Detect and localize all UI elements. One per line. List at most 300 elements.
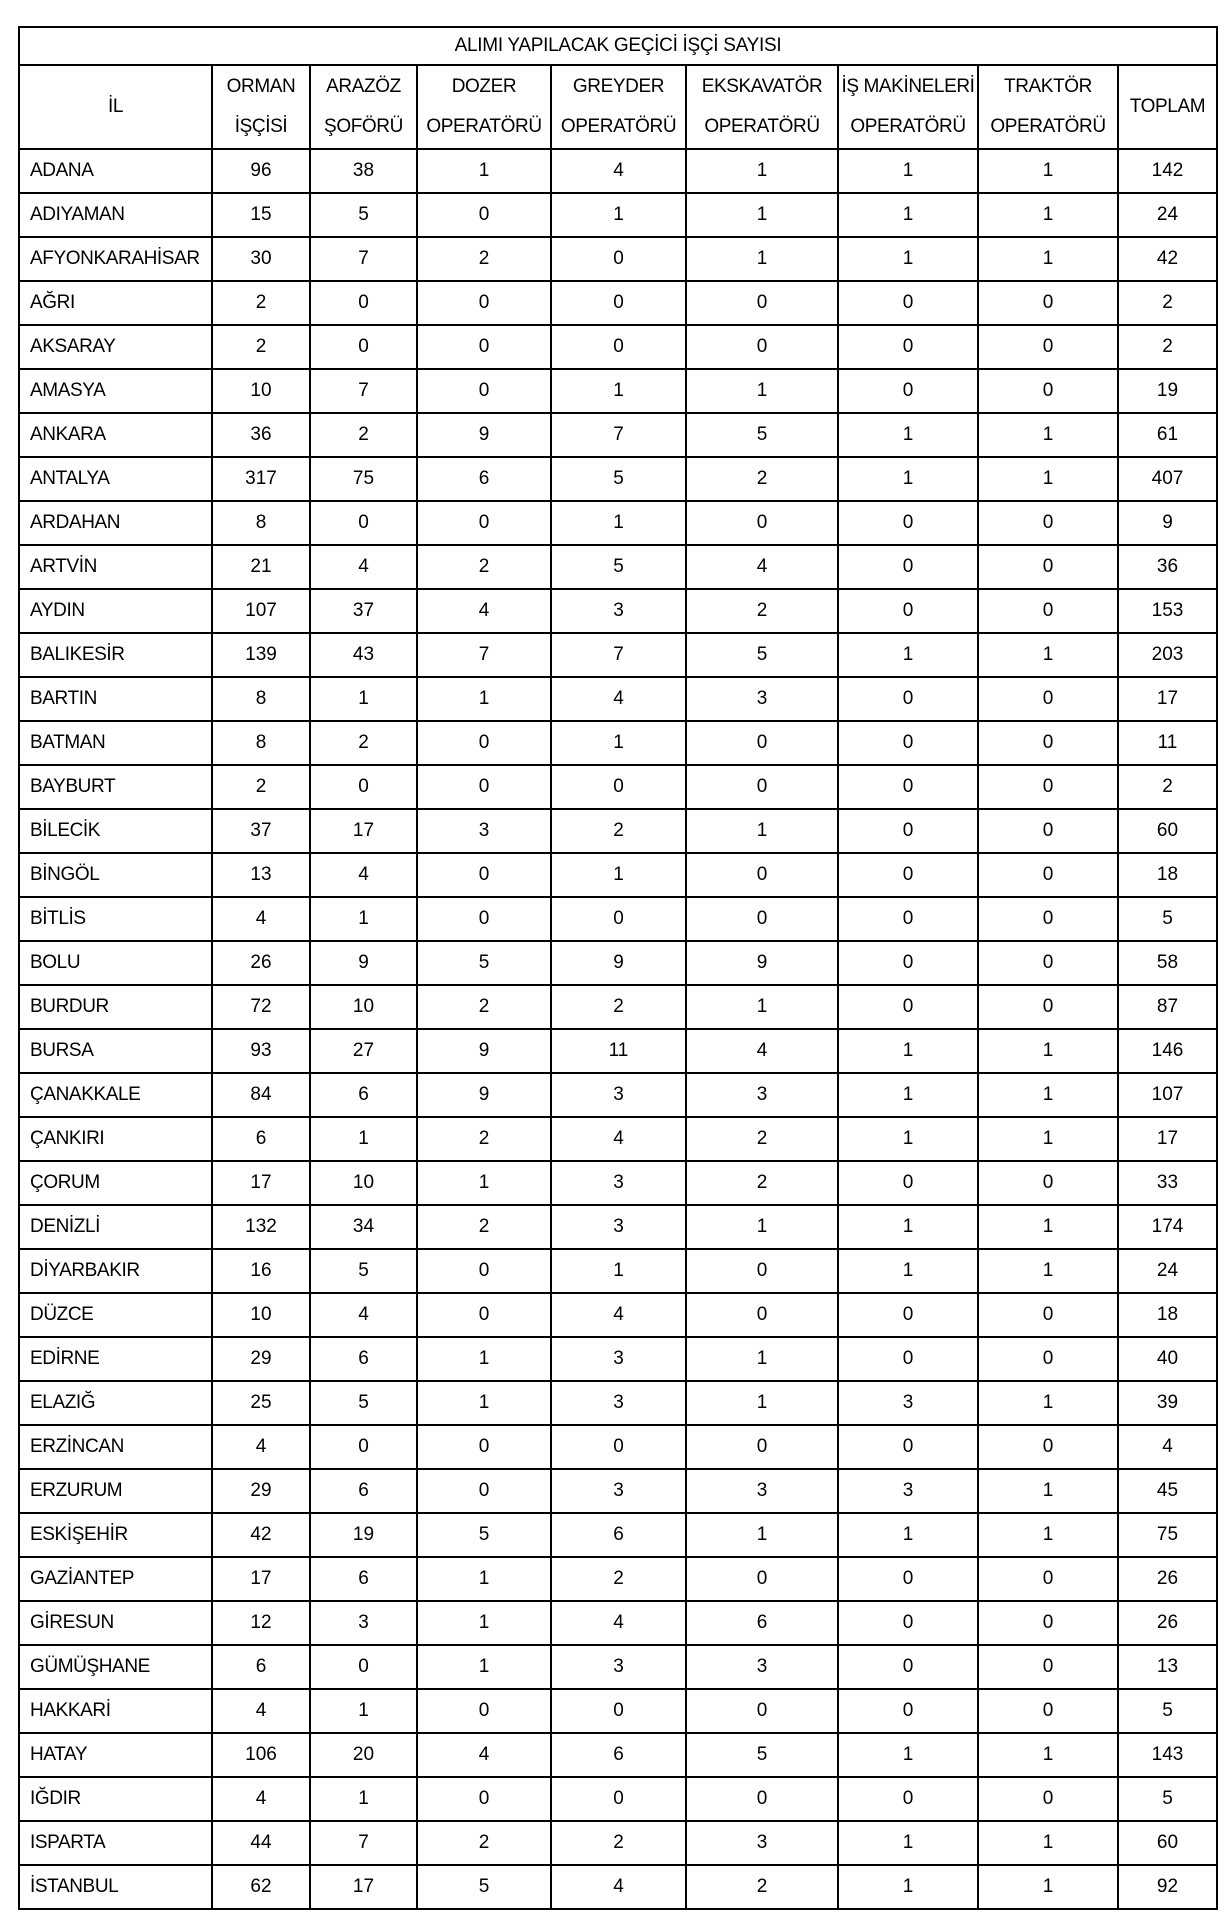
value-cell: 1: [686, 1205, 838, 1249]
value-cell: 1: [838, 1029, 978, 1073]
value-cell: 2: [417, 1117, 551, 1161]
value-cell: 2: [212, 765, 310, 809]
value-cell: 92: [1118, 1865, 1217, 1909]
value-cell: 21: [212, 545, 310, 589]
table-row: [19, 765, 1217, 809]
value-cell: 0: [551, 237, 686, 281]
value-cell: 40: [1118, 1337, 1217, 1381]
value-cell: 2: [1118, 281, 1217, 325]
value-cell: 0: [417, 721, 551, 765]
value-cell: 6: [310, 1073, 417, 1117]
value-cell: 6: [310, 1337, 417, 1381]
table-body: [19, 149, 1217, 1909]
value-cell: 2: [551, 985, 686, 1029]
value-cell: 0: [686, 281, 838, 325]
value-cell: 0: [978, 1293, 1118, 1337]
value-cell: 5: [686, 413, 838, 457]
value-cell: 2: [686, 1161, 838, 1205]
province-cell: EDİRNE: [19, 1337, 212, 1381]
value-cell: 16: [212, 1249, 310, 1293]
header-is-makineleri-operatoru: İŞ MAKİNELERİ OPERATÖRÜ: [838, 65, 978, 149]
value-cell: 96: [212, 149, 310, 193]
value-cell: 153: [1118, 589, 1217, 633]
value-cell: 1: [838, 457, 978, 501]
value-cell: 0: [838, 765, 978, 809]
province-cell: BURDUR: [19, 985, 212, 1029]
value-cell: 4: [551, 1601, 686, 1645]
value-cell: 0: [417, 897, 551, 941]
value-cell: 6: [551, 1513, 686, 1557]
province-cell: BİTLİS: [19, 897, 212, 941]
value-cell: 0: [978, 677, 1118, 721]
value-cell: 2: [551, 1821, 686, 1865]
value-cell: 5: [310, 1249, 417, 1293]
value-cell: 13: [212, 853, 310, 897]
value-cell: 20: [310, 1733, 417, 1777]
province-cell: BOLU: [19, 941, 212, 985]
value-cell: 0: [978, 545, 1118, 589]
value-cell: 3: [551, 1205, 686, 1249]
value-cell: 43: [310, 633, 417, 677]
value-cell: 0: [838, 1689, 978, 1733]
value-cell: 60: [1118, 809, 1217, 853]
value-cell: 1: [978, 1469, 1118, 1513]
value-cell: 1: [978, 1821, 1118, 1865]
value-cell: 1: [417, 1381, 551, 1425]
table-row: [19, 1513, 1217, 1557]
value-cell: 0: [417, 1777, 551, 1821]
value-cell: 72: [212, 985, 310, 1029]
value-cell: 58: [1118, 941, 1217, 985]
value-cell: 33: [1118, 1161, 1217, 1205]
value-cell: 1: [551, 369, 686, 413]
value-cell: 75: [1118, 1513, 1217, 1557]
value-cell: 0: [417, 281, 551, 325]
value-cell: 0: [551, 1777, 686, 1821]
value-cell: 1: [310, 1777, 417, 1821]
value-cell: 1: [838, 1821, 978, 1865]
value-cell: 1: [978, 1073, 1118, 1117]
value-cell: 5: [551, 545, 686, 589]
table-row: [19, 149, 1217, 193]
value-cell: 1: [978, 633, 1118, 677]
value-cell: 11: [1118, 721, 1217, 765]
table-row: [19, 1337, 1217, 1381]
value-cell: 2: [686, 457, 838, 501]
value-cell: 17: [310, 1865, 417, 1909]
value-cell: 142: [1118, 149, 1217, 193]
value-cell: 1: [978, 237, 1118, 281]
value-cell: 1: [551, 721, 686, 765]
value-cell: 1: [978, 1513, 1118, 1557]
value-cell: 5: [417, 941, 551, 985]
value-cell: 1: [686, 1337, 838, 1381]
table-row: [19, 1733, 1217, 1777]
province-cell: ÇANKIRI: [19, 1117, 212, 1161]
table-row: [19, 985, 1217, 1029]
value-cell: 9: [417, 1073, 551, 1117]
value-cell: 3: [686, 1073, 838, 1117]
value-cell: 0: [978, 721, 1118, 765]
value-cell: 106: [212, 1733, 310, 1777]
value-cell: 1: [686, 193, 838, 237]
value-cell: 37: [212, 809, 310, 853]
header-greyder-operatoru: GREYDER OPERATÖRÜ: [551, 65, 686, 149]
value-cell: 317: [212, 457, 310, 501]
value-cell: 44: [212, 1821, 310, 1865]
province-cell: BAYBURT: [19, 765, 212, 809]
value-cell: 5: [417, 1513, 551, 1557]
province-cell: ARTVİN: [19, 545, 212, 589]
table-row: [19, 1029, 1217, 1073]
value-cell: 30: [212, 237, 310, 281]
value-cell: 0: [417, 1689, 551, 1733]
value-cell: 0: [417, 501, 551, 545]
value-cell: 24: [1118, 1249, 1217, 1293]
value-cell: 0: [417, 193, 551, 237]
value-cell: 42: [212, 1513, 310, 1557]
province-cell: ISPARTA: [19, 1821, 212, 1865]
value-cell: 17: [1118, 1117, 1217, 1161]
value-cell: 6: [686, 1601, 838, 1645]
value-cell: 3: [686, 677, 838, 721]
value-cell: 0: [686, 897, 838, 941]
value-cell: 0: [686, 1557, 838, 1601]
value-cell: 0: [838, 369, 978, 413]
value-cell: 0: [551, 325, 686, 369]
value-cell: 0: [686, 1689, 838, 1733]
value-cell: 4: [212, 1777, 310, 1821]
value-cell: 7: [551, 633, 686, 677]
province-cell: AMASYA: [19, 369, 212, 413]
table-row: [19, 1425, 1217, 1469]
value-cell: 10: [310, 1161, 417, 1205]
value-cell: 1: [310, 1117, 417, 1161]
value-cell: 0: [978, 1425, 1118, 1469]
value-cell: 0: [838, 853, 978, 897]
province-cell: BİNGÖL: [19, 853, 212, 897]
value-cell: 5: [1118, 897, 1217, 941]
value-cell: 24: [1118, 193, 1217, 237]
value-cell: 2: [417, 545, 551, 589]
province-cell: ELAZIĞ: [19, 1381, 212, 1425]
province-cell: ANTALYA: [19, 457, 212, 501]
value-cell: 0: [838, 325, 978, 369]
value-cell: 0: [978, 501, 1118, 545]
value-cell: 42: [1118, 237, 1217, 281]
table-row: [19, 1601, 1217, 1645]
province-cell: ÇORUM: [19, 1161, 212, 1205]
value-cell: 1: [686, 1513, 838, 1557]
province-cell: AKSARAY: [19, 325, 212, 369]
province-cell: ERZİNCAN: [19, 1425, 212, 1469]
value-cell: 1: [310, 677, 417, 721]
value-cell: 0: [310, 501, 417, 545]
value-cell: 1: [310, 897, 417, 941]
value-cell: 0: [417, 1425, 551, 1469]
value-cell: 3: [686, 1469, 838, 1513]
table-row: [19, 501, 1217, 545]
header-dozer-operatoru: DOZER OPERATÖRÜ: [417, 65, 551, 149]
value-cell: 0: [551, 897, 686, 941]
value-cell: 61: [1118, 413, 1217, 457]
value-cell: 4: [686, 545, 838, 589]
value-cell: 1: [686, 985, 838, 1029]
value-cell: 0: [978, 1601, 1118, 1645]
value-cell: 1: [838, 1249, 978, 1293]
value-cell: 0: [686, 1425, 838, 1469]
province-cell: IĞDIR: [19, 1777, 212, 1821]
worker-table: [18, 26, 1218, 1910]
province-cell: AĞRI: [19, 281, 212, 325]
value-cell: 0: [310, 281, 417, 325]
value-cell: 5: [310, 1381, 417, 1425]
value-cell: 4: [551, 677, 686, 721]
value-cell: 4: [551, 1117, 686, 1161]
value-cell: 203: [1118, 633, 1217, 677]
value-cell: 107: [1118, 1073, 1217, 1117]
value-cell: 1: [838, 237, 978, 281]
value-cell: 0: [838, 1557, 978, 1601]
value-cell: 17: [310, 809, 417, 853]
value-cell: 9: [686, 941, 838, 985]
value-cell: 1: [978, 149, 1118, 193]
header-ekskavator-operatoru: EKSKAVATÖR OPERATÖRÜ: [686, 65, 838, 149]
value-cell: 0: [838, 677, 978, 721]
value-cell: 84: [212, 1073, 310, 1117]
value-cell: 1: [838, 633, 978, 677]
value-cell: 19: [1118, 369, 1217, 413]
value-cell: 5: [686, 1733, 838, 1777]
header-il: İL: [19, 65, 212, 149]
province-cell: HAKKARİ: [19, 1689, 212, 1733]
value-cell: 3: [838, 1469, 978, 1513]
value-cell: 1: [551, 193, 686, 237]
value-cell: 11: [551, 1029, 686, 1073]
value-cell: 2: [310, 721, 417, 765]
table-title: ALIMI YAPILACAK GEÇİCİ İŞÇİ SAYISI: [19, 27, 1217, 65]
value-cell: 4: [212, 1425, 310, 1469]
value-cell: 3: [551, 589, 686, 633]
table-row: [19, 1645, 1217, 1689]
province-cell: ERZURUM: [19, 1469, 212, 1513]
value-cell: 29: [212, 1337, 310, 1381]
value-cell: 0: [838, 1337, 978, 1381]
value-cell: 6: [212, 1117, 310, 1161]
table-row: [19, 457, 1217, 501]
value-cell: 1: [978, 193, 1118, 237]
value-cell: 6: [212, 1645, 310, 1689]
province-cell: GİRESUN: [19, 1601, 212, 1645]
value-cell: 0: [686, 501, 838, 545]
value-cell: 2: [551, 1557, 686, 1601]
value-cell: 9: [310, 941, 417, 985]
value-cell: 0: [978, 985, 1118, 1029]
value-cell: 25: [212, 1381, 310, 1425]
value-cell: 0: [686, 1249, 838, 1293]
table-row: [19, 809, 1217, 853]
value-cell: 7: [310, 1821, 417, 1865]
table-row: [19, 1161, 1217, 1205]
table-row: [19, 413, 1217, 457]
value-cell: 34: [310, 1205, 417, 1249]
value-cell: 143: [1118, 1733, 1217, 1777]
value-cell: 0: [686, 325, 838, 369]
value-cell: 4: [310, 853, 417, 897]
value-cell: 0: [551, 1689, 686, 1733]
value-cell: 7: [417, 633, 551, 677]
table-row: [19, 633, 1217, 677]
value-cell: 1: [417, 677, 551, 721]
value-cell: 3: [551, 1073, 686, 1117]
value-cell: 7: [310, 237, 417, 281]
province-cell: DÜZCE: [19, 1293, 212, 1337]
value-cell: 0: [838, 589, 978, 633]
table-row: [19, 1557, 1217, 1601]
province-cell: GÜMÜŞHANE: [19, 1645, 212, 1689]
value-cell: 407: [1118, 457, 1217, 501]
value-cell: 2: [212, 325, 310, 369]
value-cell: 27: [310, 1029, 417, 1073]
table-row: [19, 589, 1217, 633]
table-row: [19, 281, 1217, 325]
value-cell: 6: [551, 1733, 686, 1777]
value-cell: 0: [686, 853, 838, 897]
value-cell: 2: [310, 413, 417, 457]
value-cell: 1: [686, 1381, 838, 1425]
value-cell: 0: [978, 1777, 1118, 1821]
value-cell: 1: [686, 237, 838, 281]
province-cell: GAZİANTEP: [19, 1557, 212, 1601]
value-cell: 1: [978, 1865, 1118, 1909]
value-cell: 62: [212, 1865, 310, 1909]
value-cell: 2: [686, 1865, 838, 1909]
value-cell: 0: [310, 325, 417, 369]
province-cell: AYDIN: [19, 589, 212, 633]
value-cell: 0: [838, 897, 978, 941]
value-cell: 0: [978, 1161, 1118, 1205]
table-row: [19, 1821, 1217, 1865]
value-cell: 9: [417, 1029, 551, 1073]
value-cell: 1: [978, 1117, 1118, 1161]
value-cell: 37: [310, 589, 417, 633]
value-cell: 107: [212, 589, 310, 633]
table-row: [19, 193, 1217, 237]
value-cell: 1: [310, 1689, 417, 1733]
value-cell: 0: [838, 1645, 978, 1689]
province-cell: BARTIN: [19, 677, 212, 721]
value-cell: 87: [1118, 985, 1217, 1029]
value-cell: 1: [551, 501, 686, 545]
value-cell: 2: [417, 1821, 551, 1865]
table-row: [19, 325, 1217, 369]
value-cell: 26: [1118, 1601, 1217, 1645]
value-cell: 4: [212, 1689, 310, 1733]
value-cell: 1: [978, 457, 1118, 501]
table-row: [19, 853, 1217, 897]
value-cell: 4: [1118, 1425, 1217, 1469]
value-cell: 2: [686, 589, 838, 633]
value-cell: 0: [686, 765, 838, 809]
header-arazoz-soforu: ARAZÖZ ŞOFÖRÜ: [310, 65, 417, 149]
value-cell: 9: [551, 941, 686, 985]
value-cell: 4: [551, 149, 686, 193]
value-cell: 0: [838, 1601, 978, 1645]
value-cell: 0: [978, 809, 1118, 853]
value-cell: 1: [838, 1865, 978, 1909]
table-row: [19, 721, 1217, 765]
value-cell: 0: [978, 1689, 1118, 1733]
province-cell: DİYARBAKIR: [19, 1249, 212, 1293]
province-cell: ADANA: [19, 149, 212, 193]
value-cell: 4: [686, 1029, 838, 1073]
value-cell: 0: [838, 809, 978, 853]
value-cell: 0: [838, 501, 978, 545]
value-cell: 1: [978, 1029, 1118, 1073]
value-cell: 1: [417, 1557, 551, 1601]
value-cell: 5: [551, 457, 686, 501]
value-cell: 1: [838, 149, 978, 193]
value-cell: 3: [686, 1821, 838, 1865]
value-cell: 0: [417, 1469, 551, 1513]
value-cell: 0: [686, 721, 838, 765]
value-cell: 0: [838, 1777, 978, 1821]
value-cell: 1: [838, 193, 978, 237]
value-cell: 9: [417, 413, 551, 457]
value-cell: 3: [551, 1337, 686, 1381]
header-row: [19, 65, 1217, 149]
value-cell: 0: [838, 941, 978, 985]
value-cell: 36: [212, 413, 310, 457]
value-cell: 2: [417, 237, 551, 281]
value-cell: 0: [310, 1425, 417, 1469]
province-cell: ANKARA: [19, 413, 212, 457]
value-cell: 3: [551, 1469, 686, 1513]
value-cell: 5: [1118, 1777, 1217, 1821]
value-cell: 10: [212, 369, 310, 413]
value-cell: 1: [686, 369, 838, 413]
value-cell: 0: [838, 1425, 978, 1469]
province-cell: HATAY: [19, 1733, 212, 1777]
value-cell: 36: [1118, 545, 1217, 589]
value-cell: 0: [310, 1645, 417, 1689]
value-cell: 18: [1118, 1293, 1217, 1337]
value-cell: 3: [417, 809, 551, 853]
value-cell: 1: [686, 149, 838, 193]
value-cell: 1: [417, 1161, 551, 1205]
value-cell: 4: [417, 589, 551, 633]
value-cell: 0: [686, 1293, 838, 1337]
value-cell: 13: [1118, 1645, 1217, 1689]
value-cell: 1: [978, 1205, 1118, 1249]
value-cell: 0: [978, 369, 1118, 413]
value-cell: 0: [417, 325, 551, 369]
table-row: [19, 941, 1217, 985]
value-cell: 0: [551, 281, 686, 325]
value-cell: 0: [978, 589, 1118, 633]
value-cell: 75: [310, 457, 417, 501]
table-row: [19, 1293, 1217, 1337]
value-cell: 0: [978, 281, 1118, 325]
province-cell: ÇANAKKALE: [19, 1073, 212, 1117]
value-cell: 8: [212, 677, 310, 721]
value-cell: 38: [310, 149, 417, 193]
province-cell: ESKİŞEHİR: [19, 1513, 212, 1557]
province-cell: DENİZLİ: [19, 1205, 212, 1249]
value-cell: 0: [978, 941, 1118, 985]
value-cell: 0: [978, 897, 1118, 941]
value-cell: 2: [551, 809, 686, 853]
